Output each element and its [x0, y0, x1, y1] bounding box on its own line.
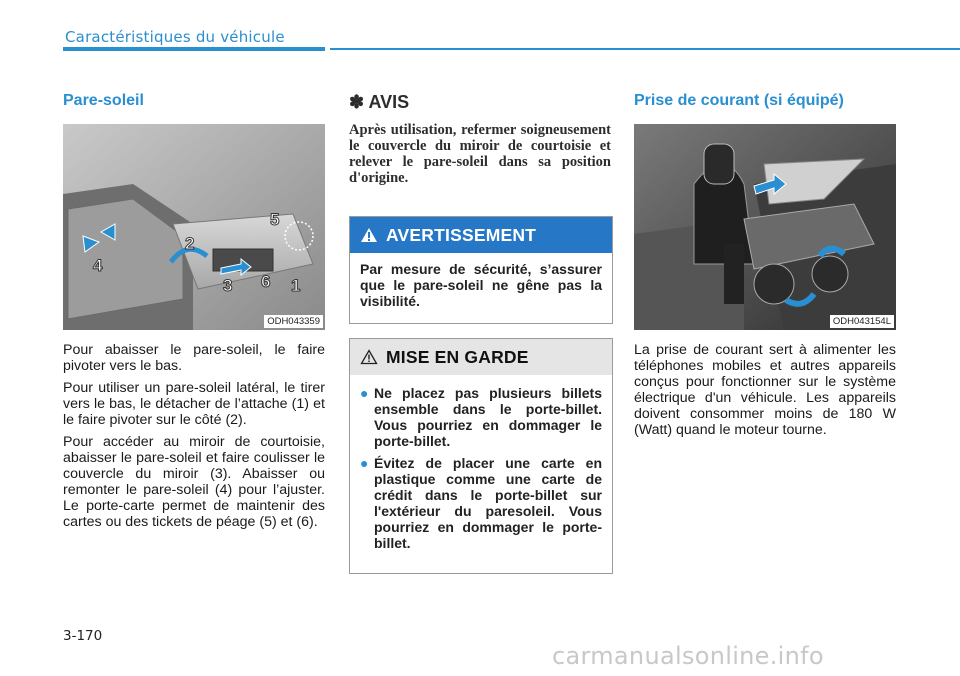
power-outlet-heading: Prise de courant (si équipé) — [634, 92, 844, 109]
sun-visor-heading: Pare-soleil — [63, 92, 144, 109]
list-item — [360, 385, 602, 449]
power-outlet-photo — [634, 124, 896, 330]
bullet-dot: ● — [360, 385, 369, 401]
bullet-dot: ● — [360, 455, 369, 471]
caution-triangle-icon — [360, 349, 378, 365]
caution-box — [349, 338, 613, 574]
list-item-text: Ne placez pas plusieurs billets ensemble dans le porte-billet. Vous pourriez en dommager le porte-billet. — [374, 385, 602, 449]
warning-title: AVERTISSEMENT — [386, 224, 537, 245]
callout-6: 6 — [261, 272, 271, 291]
power-outlet-illustration — [634, 124, 896, 330]
list-item-text: Évitez de placer une carte en plastique comme une carte de crédit dans le porte-billet sur l'extérieur du paresoleil. Vous pourriez en dommager le porte-billet. — [374, 455, 602, 551]
notice-text: Après utilisation, refermer soigneusement le couvercle du miroir de courtoisie et relever le pare-soleil dans sa position d'origine. — [349, 122, 611, 186]
sun-visor-photo — [63, 124, 325, 330]
callout-4: 4 — [93, 256, 103, 275]
warning-text: Par mesure de sécurité, s’assurer que le pare-soleil ne gêne pas la visibilité. — [360, 261, 602, 309]
notice-heading — [349, 92, 611, 112]
list-item — [360, 455, 602, 551]
watermark: carmanualsonline.info — [552, 642, 824, 670]
callout-5: 5 — [270, 210, 280, 229]
paragraph: Pour accéder au miroir de courtoisie, abaisser le pare-soleil et faire coulisser le couvercle du miroir (3). Abaisser ou remonter le pare-soleil (4) pour l’ajuster. Le porte-carte permet de maintenir des cartes ou des tickets de péage (5) et (6). — [63, 434, 325, 530]
sun-visor-illustration — [63, 124, 325, 330]
figure-code: ODH043359 — [264, 315, 323, 328]
column-notice — [349, 92, 611, 186]
callout-2: 2 — [185, 234, 195, 253]
paragraph: Pour utiliser un pare-soleil latéral, le tirer vers le bas, le détacher de l’attache (1) et le faire pivoter sur le côté (2). — [63, 380, 325, 428]
section-header-title: Caractéristiques du véhicule — [65, 28, 285, 46]
callout-1: 1 — [291, 276, 301, 295]
notice-heading-label: AVIS — [368, 92, 410, 112]
paragraph: Pour abaisser le pare-soleil, le faire pivoter vers le bas. — [63, 342, 325, 374]
header-rule-thick — [63, 47, 325, 51]
column-power-outlet — [634, 92, 896, 444]
warning-box — [349, 216, 613, 324]
warning-triangle-icon — [360, 227, 378, 243]
callout-3: 3 — [223, 276, 233, 295]
caution-title: MISE EN GARDE — [386, 346, 529, 367]
figure-code: ODH043154L — [830, 315, 894, 328]
asterisk-icon: ✽ — [349, 92, 365, 112]
warning-header — [350, 217, 612, 253]
column-sun-visor — [63, 92, 325, 536]
paragraph: La prise de courant sert à alimenter les téléphones mobiles et autres appareils conçus pour fonctionner sur le système électrique d'un véhicule. Les appareils doivent consommer moins de 180 W (Watt) quand le moteur tourne. — [634, 342, 896, 438]
page-number: 3-170 — [63, 628, 103, 644]
header-rule-thin — [330, 48, 960, 50]
caution-list — [360, 385, 602, 551]
caution-header — [350, 339, 612, 375]
